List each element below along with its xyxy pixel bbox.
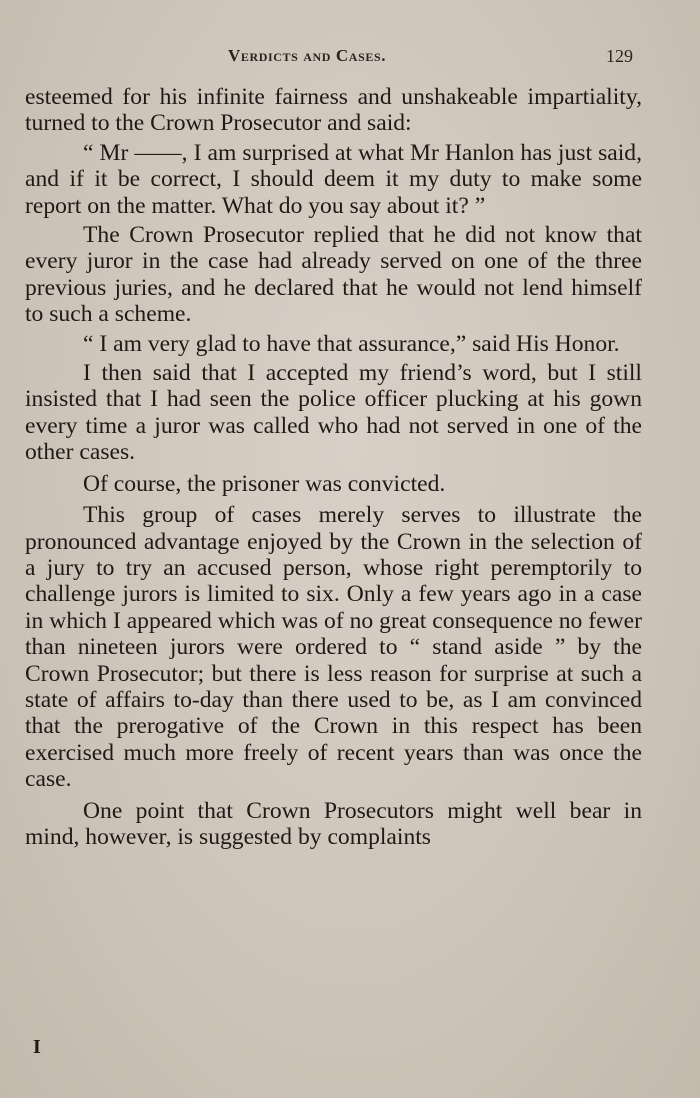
paragraph-group-of-cases: This group of cases merely serves to illustrate the pronounced advantage enjoyed by the Crown in the selection of a jury to try an accused person, whose right peremptorily to challenge jurors is limited to six. Only a few years ago in a case in which I appeared which was of no great consequence no fewer than nineteen jurors were ordered to “ stand aside ” by the Crown Prosecutor; but there is less reason for surprise at such a state of affairs to-day than there used to be, as I am convinced that the prerogative of the Crown in this respect has been exercised much more freely of recent years than was once the case. <box>25 502 642 793</box>
paragraph-accepted-word: I then said that I accepted my friend’s word, but I still insisted that I had seen the police officer plucking at his gown every time a juror was called who had not served in one of the other cases. <box>25 360 642 466</box>
signature-mark: I <box>33 1036 41 1058</box>
paragraph-convicted: Of course, the prisoner was convicted. <box>83 470 446 497</box>
page-header <box>0 46 700 72</box>
paragraph-one-point: One point that Crown Prosecutors might well bear in mind, however, is suggested by complaints <box>25 797 642 850</box>
body-text <box>25 84 642 853</box>
paragraph-prosecutor-reply: The Crown Prosecutor replied that he did not know that every juror in the case had already served on one of the three previous juries, and he declared that he would not lend himself to such a scheme. <box>25 222 642 328</box>
paragraph-quote-judge: “ Mr ——, I am surprised at what Mr Hanlon has just said, and if it be correct, I should deem it my duty to make some report on the matter. What do you say about it? ” <box>25 139 642 219</box>
paragraph-honor-reply: “ I am very glad to have that assurance,” said His Honor. <box>83 330 620 357</box>
running-title: Verdicts and Cases. <box>228 46 387 65</box>
paragraph-continuation: esteemed for his infinite fairness and unshakeable impartiality, turned to the Crown Prosecutor and said: <box>25 84 642 137</box>
page-number: 129 <box>606 46 633 66</box>
